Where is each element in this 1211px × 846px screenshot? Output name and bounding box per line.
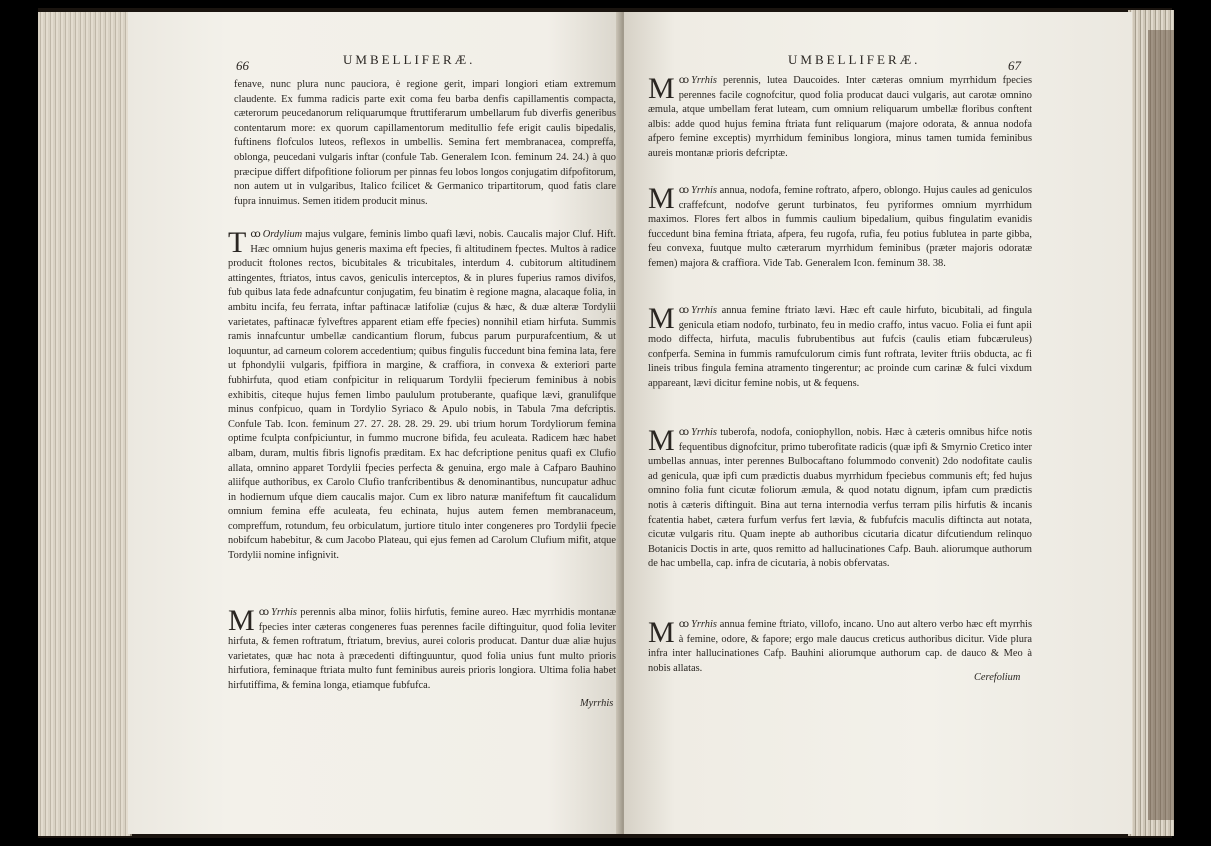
entry-lead-word: Yrrhis — [691, 75, 717, 86]
drop-cap: M — [648, 182, 675, 215]
myrrhis-entry-1 — [648, 74, 1032, 162]
entry-lead-word: Yrrhis — [691, 427, 717, 438]
entry-text: perennis alba minor, foliis hirfutis, femine aureo. Hæc myrrhidis montanæ fpecies inter cæteras congeneres fuas perennes facile diftinguitur, quod folia leviter hirfuta, & femen roftratum, ftriatum, brevius, aurei coloris producat. Dantur duæ aliæ hujus varietates, quæ hac nota à præcedenti diftinguuntur, quod folia unius funt multo prioris hirfutiora, feminaque ftriata multo funt feminibus aureis prioris longiora. Ultima folia habet hirfutiffima, & femina longa, etiamque fubfufca. — [228, 607, 616, 691]
myrrhis-entry-2 — [648, 184, 1032, 272]
left-page-edges — [38, 12, 132, 836]
left-catchword: Myrrhis — [580, 698, 614, 709]
right-cover-edge — [1148, 30, 1174, 820]
drop-cap: T — [228, 226, 247, 259]
entry-text: annua, nodofa, femine roftrato, afpero, oblongo. Hujus caules ad geniculos craffefcunt, nodofve gerunt turbinatos, feu pyriformes omnium myrrhidum maximos. Flores fert albos in fummis caulium bipedalium, quibus fingulatim evanidis fuccedunt bina femina ftriata, afpera, feu rugofa, rufia, feu potius fublutea in parte gibba, feu convexa, fuutque multo cæterarum myrrhidum feminibus (præter majoris odoratæ femen) majora & craffiora. Vide Tab. Generalem Icon. feminum 38. 38. — [648, 185, 1032, 269]
entry-text: annua femine ftriato, villofo, incano. Uno aut altero verbo hæc eft myrrhis à femine, odore, & fapore; ergo male daucus creticus authoribus dicitur. Vide plura infra inter hallucinationes Cafp. Bauhini aliorumque authorum cap. de dauco & Meo à nobis allatas. — [648, 619, 1032, 674]
tordylium-entry — [228, 228, 616, 564]
entry-text: tuberofa, nodofa, coniophyllon, nobis. Hæc à cæteris omnibus hifce notis fequentibus dignofcitur, primo tuberofitate radicis (quæ ipfi & Smyrnio Cretico inter umbellas annuas, inter perennes Bulbocaftano folummodo convenit) 2do nodofitate caulis ad genicula, quæ ipfi cum prædictis duabus myrrhidum fpeciebus communis eft; fed hujus omnino folia funt cicutæ foliorum æmula, & quod notatu dignum, ipfam cum prædictis notis à cæteris diftinguit. Bina aut terna internodia verfus terram pilis hirfutis & incanis fcatentia habet, cætera furfum verfus fert lævia, & fubfufcis maculis diftincta aut notata, cicutæ vulgaris ritu. Quam inepte ab authoribus cicutaria dicatur difcutiendum relinquo Botanicis Doctis in arte, quos remitto ad hallucinationes Cafp. Bauh. aliorumque authorum de hac umbella, cap. infra de cicutaria, à nobis obfervatas. — [648, 427, 1032, 570]
drop-cap: M — [648, 302, 675, 335]
drop-cap: M — [648, 72, 675, 105]
right-page-number: 67 — [1008, 58, 1021, 73]
paragraph-mark: ꝏ — [258, 607, 270, 618]
paragraph-mark: ꝏ — [678, 75, 690, 86]
left-page — [128, 12, 622, 834]
entry-text: annua femine ftriato lævi. Hæc eft caule hirfuto, bicubitali, ad fingula genicula etiam nodofo, turbinato, feu in medio craffo, intus vacuo. Folia ei funt apii modo diffecta, hirfuta, maculis fubrubentibus aut fufcis (caulis etiam fubcæruleus) confperfa. Semina in fummis ramufculorum cimis funt roftrata, leviter ftriis obducta, ac fi lineis tribus fingula femina atramento tingerentur; ac proinde cum carinæ & fulci vixdum appareant, lævi dicitur femine nobis, ut & fequens. — [648, 305, 1032, 389]
myrrhis-entry-5 — [648, 618, 1032, 676]
left-running-head: UMBELLIFERÆ. — [343, 52, 476, 67]
right-catchword: Cerefolium — [974, 672, 1021, 683]
paragraph-mark: ꝏ — [678, 185, 690, 196]
left-page-number: 66 — [236, 58, 249, 73]
entry-text: majus vulgare, feminis limbo quafi lævi, nobis. Caucalis major Cluf. Hift. Hæc omnium hujus generis maxima eft fpecies, fi altitudinem fpectes. Multos à radice producit ftolones rectos, bicubitales & tricubitales, interdum 4. cubitorum altitudinem attingentes, ftriatos, intus cavos, geniculis interceptos, & in plures fuperius ramos divifos, fub quibus lata fede adnafcuntur conjugatim, feu binatim è regione magna, alacaque folia, in ambitu incifa, feu ferrata, inftar paftinacæ latifoliæ (cujus & hæc, & duæ alteræ Tordylii varietates, paftinacæ fylveftres apparent etiam effe fpecies) nonnihil etiam hirfuta. Summis ramis innafcuntur umbellæ candicantium florum, fubcus parum purpurafcentium, & ut loquuntur, ad carneum colorem accedentium; quibus fingulis fuccedunt bina femina lata, fere ut fphondylii vulgaris, fpiffiora in margine, & craffiora, in convexa & exteriori parte fubhirfuta, quod etiam confpicitur in reliquarum Tordylii fpecierum feminibus à nobis exhibitis, citeque hujus femen limbo paululum protuberante, quafique lævi, granulifque minus confpicuo, quam in Tordylio Syriaco & Apulo nobis, in Tabula 7ma defcriptis. Confule Tab. Icon. feminum 27. 27. 28. 28. 29. 29. ubi trium horum Tordyliorum femina optime fculpta confpiciuntur, in fummo mucrone bifida, feu aculeata. Radicem hæc habet albam, duram, multis fibris lignofis præditam. Ex hac defcriptione penitus quafi ex Clufio allata, omnino apparet Tordylii fpecies perfecta & genuina, ergo male à Cafparo Bauhino aliifque authoribus, ex Carolo Clufio tranfcribentibus & denominantibus, nuncupatur adhuc in hodiernum ufque diem caucalis major. Cum ex libro naturæ manifeftum fit caucalidum omnium femina effe aculeata, feu echinata, hujus autem femen membranaceum, compreffum, rotundum, feu orbiculatum, jurtiore titulo inter congeneres pro Tordylii fpecie nobifcum habebitur, & cum Jacobo Plateau, qui ejus femen ad Carolum Clufium mifit, atque Tordylii nomine infignivit. — [228, 229, 616, 562]
myrrhis-left-entry — [228, 606, 616, 694]
left-opening-paragraph — [234, 78, 616, 209]
entry-lead-word: Yrrhis — [691, 185, 717, 196]
entry-lead-word: Yrrhis — [691, 305, 717, 316]
paragraph-mark: ꝏ — [678, 305, 690, 316]
right-running-head: UMBELLIFERÆ. — [788, 52, 921, 67]
entry-lead-word: Yrrhis — [691, 619, 717, 630]
drop-cap: M — [228, 604, 255, 637]
paragraph-mark: ꝏ — [250, 229, 261, 240]
myrrhis-entry-4 — [648, 426, 1032, 572]
entry-lead-word: Ordylium — [262, 229, 303, 240]
drop-cap: M — [648, 424, 675, 457]
entry-lead-word: Yrrhis — [271, 607, 297, 618]
opening-text: fenave, nunc plura nunc pauciora, è regione gerit, impari longiori etiam extremum claudente. Ex fumma radicis parte exit coma feu barba denfis capillamentis compacta, cæterorum peucedanorum reliquarumque ftruttiferarum umbellarum fub diverfis generibus contentarum more: ex quorum capillamentorum meditullio fefe erigit caulis bipedalis, fuftinens flofculos luteos, reflexos in umbellis. Semina fert membranacea, compreffa, oblonga, peucedani vulgaris inftar (confule Tab. Generalem Icon. feminum 24. 24.) à quo præcipue differt difpofitione foliorum per pinnas feu lobos longos conjugatim difpofitorum, non autem ut in vulgaribus, Italico fcilicet & Germanico tripartitorum, quod fatis clare fupra innuimus. Semen itidem producit minus. — [234, 79, 616, 207]
myrrhis-entry-3 — [648, 304, 1032, 392]
drop-cap: M — [648, 616, 675, 649]
paragraph-mark: ꝏ — [678, 619, 690, 630]
entry-text: perennis, lutea Daucoides. Inter cæteras omnium myrrhidum fpecies perennes facile cognofcitur, quod folia producat dauci vulgaris, aut carotæ omnino æmula, atque umbellam ferat luteam, cum omnium reliquarum umbellæ floribus conftent albis: adde quod hujus femina ftriata funt reliquarum (majore odorata, & annua nodofa afpero femine exceptis) myrrhidum feminibus longiora, minus tamen tumida feminibus aureis montanæ prioris defcriptæ. — [648, 75, 1032, 159]
paragraph-mark: ꝏ — [678, 427, 690, 438]
right-page — [624, 12, 1132, 834]
